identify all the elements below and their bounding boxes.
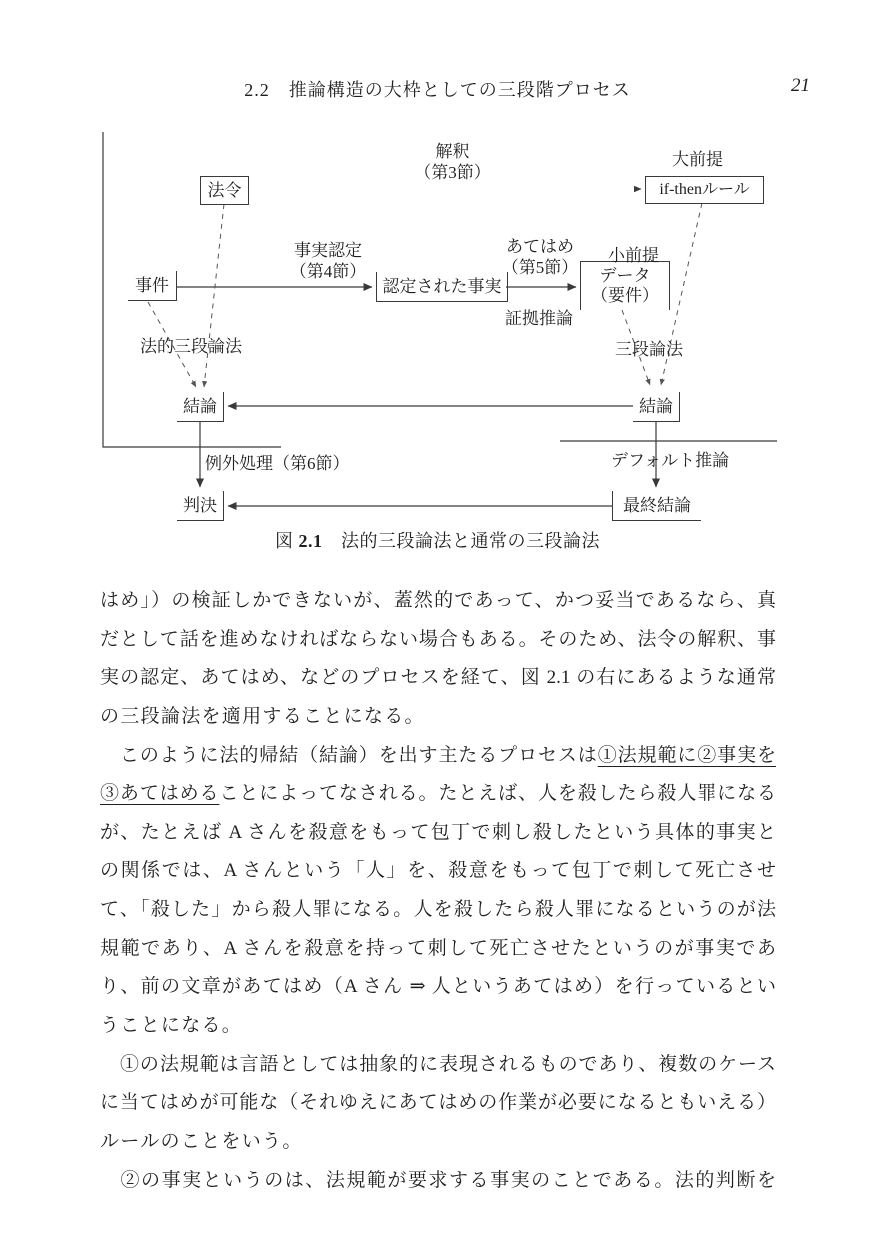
case-box: 事件 xyxy=(128,271,177,301)
body-line: の三段論法を適用することになる。 xyxy=(100,705,425,727)
exception-handling-label: 例外処理（第6節） xyxy=(205,454,350,473)
syllogism-label: 三段論法 xyxy=(615,340,683,359)
body-line: うことになる。 xyxy=(100,1015,243,1037)
body-line: 規範であり、A さんを殺意を持って刺して死亡させたというのが事実であ xyxy=(100,937,776,959)
minor-premise-label: 小前提 xyxy=(608,246,659,265)
data-requirements-box xyxy=(580,261,670,310)
caption-title: 法的三段論法と通常の三段論法 xyxy=(341,531,600,551)
body-line: はめ」）の検証しかできないが、蓋然的であって、かつ妥当であるなら、真 xyxy=(100,590,776,611)
body-line: の関係では、A さんという「人」を、殺意をもって包丁で刺して死亡させ xyxy=(100,860,776,882)
body-text xyxy=(100,582,776,1200)
final-conclusion-box: 最終結論 xyxy=(612,491,701,521)
figure-2-1 xyxy=(0,0,875,570)
body-line: に当てはめが可能な（それゆえにあてはめの作業が必要になるともいえる） xyxy=(100,1092,776,1114)
body-line: ②の事実というのは、法規範が要求する事実のことである。法的判断を xyxy=(100,1169,776,1191)
body-line: り、前の文章があてはめ（A さん ⇒ 人というあてはめ）を行っているとい xyxy=(100,976,776,998)
conclusion-right-box: 結論 xyxy=(633,392,680,422)
body-line: ③あてはめることによってなされる。たとえば、人を殺したら殺人罪になる xyxy=(100,783,776,805)
requirements-label: （要件） xyxy=(591,286,659,305)
default-reasoning-label: デフォルト推論 xyxy=(611,451,730,470)
body-line: 実の認定、あてはめ、などのプロセスを経て、図 2.1 の右にあるような通常 xyxy=(100,667,776,689)
legal-syllogism-label: 法的三段論法 xyxy=(140,337,242,356)
body-line: が、たとえば A さんを殺意をもって包丁で刺し殺したという具体的事実と xyxy=(100,821,776,843)
section-number: 2.2 xyxy=(244,80,270,100)
statute-box: 法令 xyxy=(200,176,249,205)
application-label: あてはめ （第5節） xyxy=(501,237,579,277)
interpretation-label: 解釈 （第3節） xyxy=(414,142,491,182)
if-then-rule-box: if-thenルール xyxy=(645,176,764,204)
data-label: データ xyxy=(599,266,651,285)
body-line: だとして話を進めなければならない場合もある。そのため、法令の解釈、事 xyxy=(100,628,776,650)
judgment-box: 判決 xyxy=(177,491,224,521)
found-facts-box: 認定された事実 xyxy=(376,272,508,302)
major-premise-label: 大前提 xyxy=(672,150,723,169)
body-line: ルールのことをいう。 xyxy=(100,1130,303,1152)
caption-prefix: 図 xyxy=(275,531,294,551)
page-number: 21 xyxy=(791,75,810,96)
evidence-reasoning-label: 証拠推論 xyxy=(505,309,573,328)
body-line: このように法的帰結（結論）を出す主たるプロセスは①法規範に②事実を xyxy=(100,744,776,766)
section-title: 推論構造の大枠としての三段階プロセス xyxy=(288,80,631,100)
conclusion-left-box: 結論 xyxy=(177,392,224,422)
caption-number: 2.1 xyxy=(298,531,323,551)
figure-caption xyxy=(0,527,875,553)
body-line: て、「殺した」から殺人罪になる。人を殺したら殺人罪になるというのが法 xyxy=(100,899,776,921)
body-line: ①の法規範は言語としては抽象的に表現されるものであり、複数のケース xyxy=(100,1053,776,1075)
fact-finding-label: 事実認定 （第4節） xyxy=(289,241,367,281)
